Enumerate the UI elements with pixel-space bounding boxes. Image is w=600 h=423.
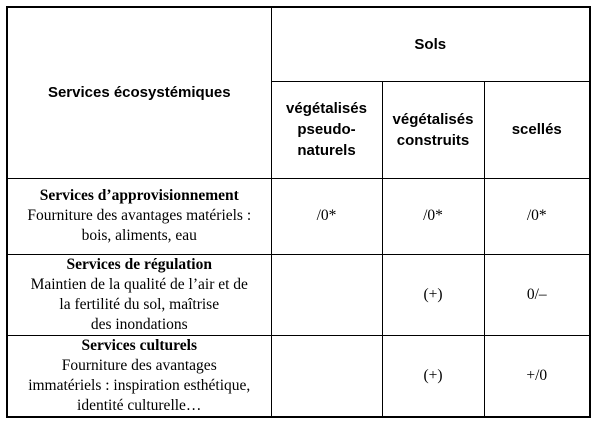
- header-services: [7, 7, 271, 178]
- column-header-line: naturels: [297, 142, 356, 159]
- header-sols-label: Sols: [414, 35, 447, 53]
- service-description-line: identité culturelle…: [77, 396, 202, 414]
- column-header-line: scellés: [511, 121, 562, 138]
- service-description-line: immatériels : inspiration esthétique,: [28, 376, 251, 394]
- service-cell-approvisionnement: [7, 178, 271, 254]
- service-cell-culturels: [7, 335, 271, 417]
- column-header-scelles: [484, 81, 590, 178]
- ecosystem-services-table: [6, 6, 591, 418]
- column-header-pseudo-naturels: [271, 81, 382, 178]
- value-cell: [271, 335, 382, 417]
- service-description-line: Fourniture des avantages: [61, 356, 217, 374]
- header-sols: [271, 7, 590, 81]
- value-cell: /0*: [382, 178, 484, 254]
- table-row: [7, 178, 590, 254]
- value-cell: [271, 254, 382, 335]
- value-cell: (+): [382, 254, 484, 335]
- service-description-line: bois, aliments, eau: [81, 227, 197, 244]
- value-cell: (+): [382, 335, 484, 417]
- service-description-line: Maintien de la qualité de l’air et de: [30, 275, 248, 293]
- service-description-line: Fourniture des avantages matériels :: [27, 207, 252, 224]
- value-cell: /0*: [484, 178, 590, 254]
- table-row: [7, 254, 590, 335]
- service-description-line: la fertilité du sol, maîtrise: [59, 295, 220, 313]
- value-cell: /0*: [271, 178, 382, 254]
- service-title: Services d’approvisionnement: [39, 187, 239, 204]
- service-title: Services de régulation: [66, 255, 212, 273]
- value-cell: 0/–: [484, 254, 590, 335]
- column-header-construits: [382, 81, 484, 178]
- column-header-line: végétalisés: [286, 100, 367, 117]
- value-cell: +/0: [484, 335, 590, 417]
- service-description-line: des inondations: [90, 315, 188, 333]
- service-title: Services culturels: [81, 336, 197, 354]
- column-header-line: construits: [396, 131, 470, 149]
- column-header-line: végétalisés: [392, 110, 474, 128]
- column-header-line: pseudo-: [297, 121, 356, 138]
- header-services-label: Services écosystémiques: [47, 84, 231, 102]
- service-cell-regulation: [7, 254, 271, 335]
- table-row: [7, 335, 590, 417]
